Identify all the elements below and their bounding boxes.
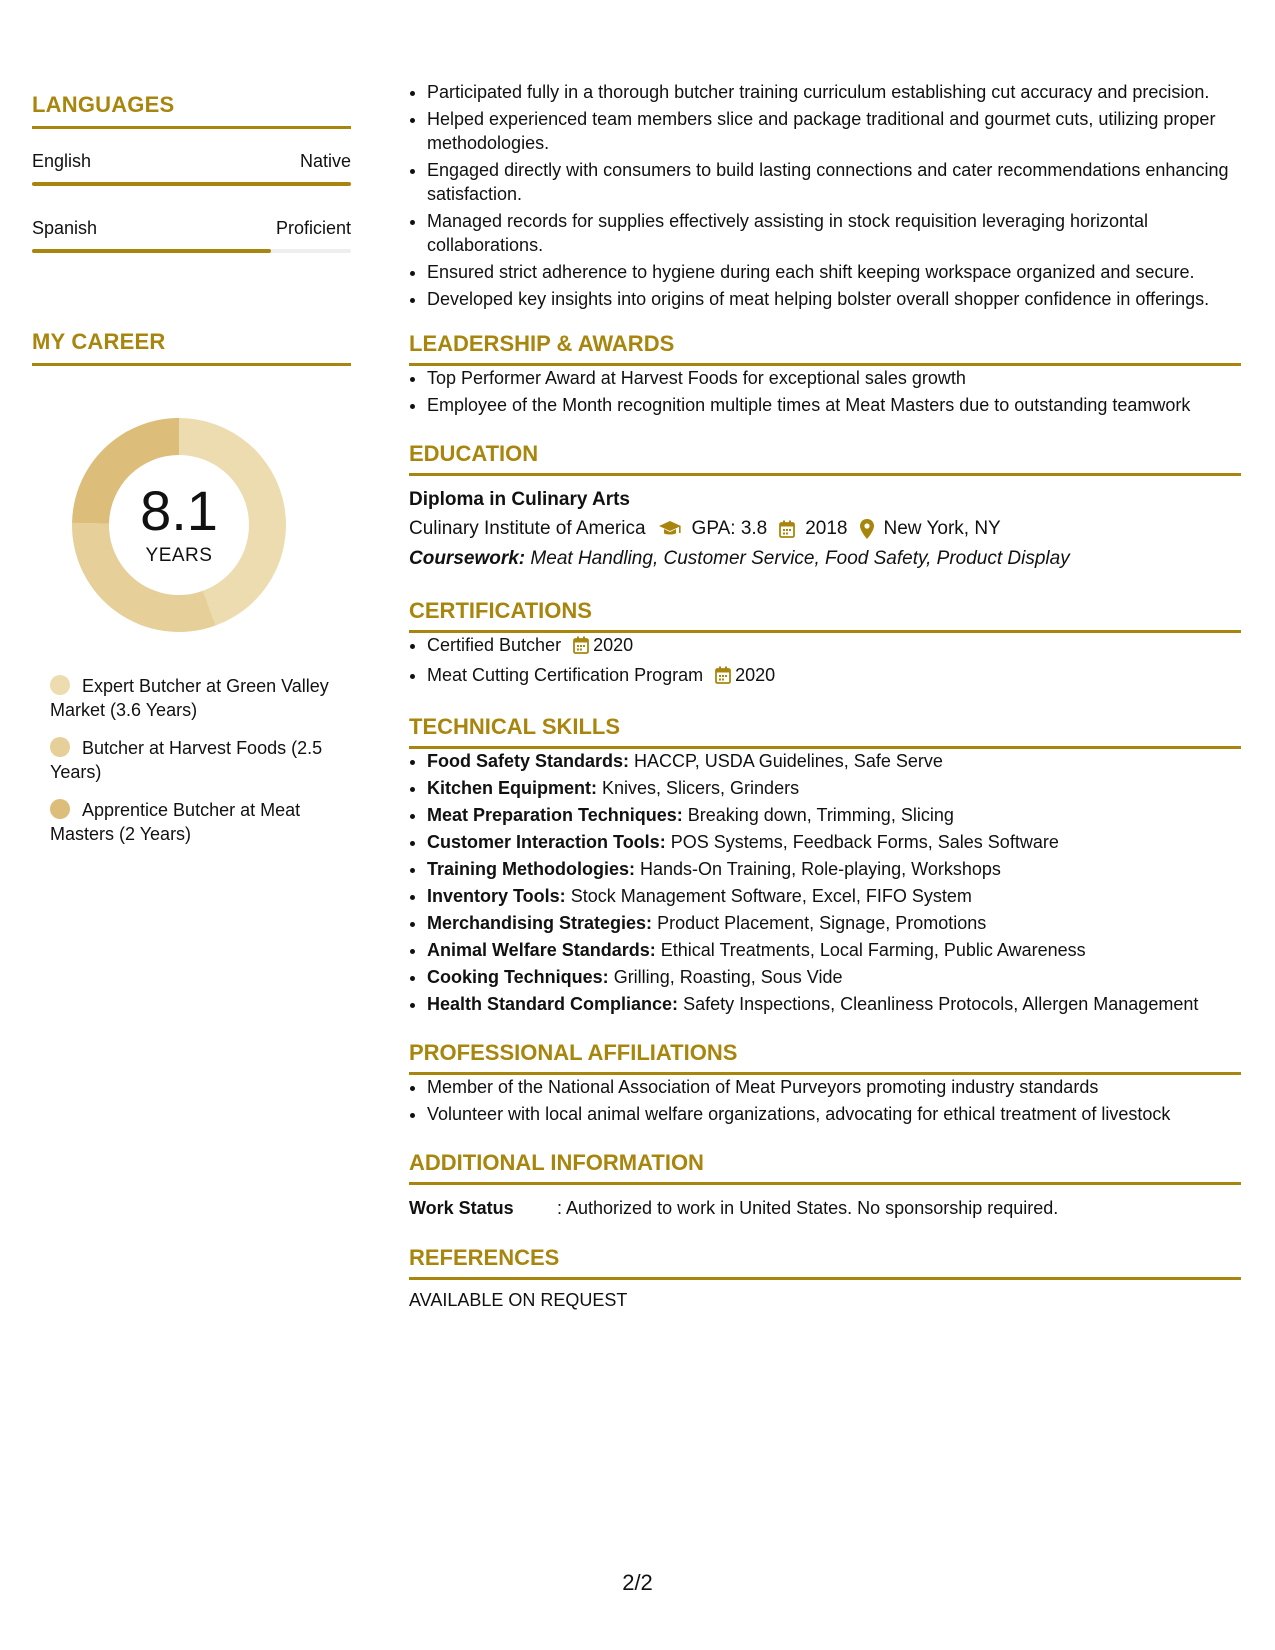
skill-item bbox=[427, 938, 1241, 962]
legend-dot bbox=[50, 675, 70, 695]
language-spanish bbox=[32, 218, 351, 253]
coursework-value: Meat Handling, Customer Service, Food Safety, Product Display bbox=[530, 548, 1070, 569]
skill-item bbox=[427, 911, 1241, 935]
education-details bbox=[409, 514, 1241, 544]
language-english bbox=[32, 151, 351, 186]
skill-value: HACCP, USDA Guidelines, Safe Serve bbox=[634, 751, 943, 771]
location-pin-icon bbox=[860, 519, 874, 539]
certification-item bbox=[427, 663, 1241, 690]
skill-item bbox=[427, 776, 1241, 800]
experience-bullets bbox=[409, 80, 1241, 311]
skill-item bbox=[427, 965, 1241, 989]
skill-value: Stock Management Software, Excel, FIFO System bbox=[570, 886, 972, 906]
additional-section bbox=[409, 1150, 1241, 1221]
certification-item bbox=[427, 633, 1241, 660]
leadership-item: • Top Performer Award at Harvest Foods for exceptional sales growth bbox=[427, 366, 1241, 390]
education-year: 2018 bbox=[805, 518, 848, 539]
skill-label: Training Methodologies: bbox=[427, 859, 635, 879]
language-name: English bbox=[32, 151, 92, 171]
experience-bullet: • Managed records for supplies effectively assisting in stock requisition leveraging horizontal collaborations. bbox=[427, 209, 1241, 257]
leadership-list bbox=[409, 366, 1241, 417]
references-text: AVAILABLE ON REQUEST bbox=[409, 1290, 628, 1310]
affiliations-list bbox=[409, 1075, 1241, 1126]
education-gpa: GPA: 3.8 bbox=[691, 518, 768, 539]
skill-value: POS Systems, Feedback Forms, Sales Software bbox=[670, 832, 1059, 852]
skill-label: Kitchen Equipment: bbox=[427, 778, 597, 798]
career-legend-item bbox=[50, 736, 330, 784]
skills-section bbox=[409, 714, 1241, 1016]
skill-value: Breaking down, Trimming, Slicing bbox=[687, 805, 954, 825]
additional-heading: ADDITIONAL INFORMATION bbox=[409, 1150, 1241, 1185]
calendar-icon bbox=[779, 520, 795, 538]
affiliations-section bbox=[409, 1040, 1241, 1126]
language-bar bbox=[32, 249, 351, 253]
affiliation-item: • Volunteer with local animal welfare organizations, advocating for ethical treatment of livestock bbox=[427, 1102, 1241, 1126]
skill-item bbox=[427, 749, 1241, 773]
leadership-heading: LEADERSHIP & AWARDS bbox=[409, 331, 1241, 366]
language-level: Proficient bbox=[275, 218, 351, 238]
experience-bullet: • Helped experienced team members slice and package traditional and gourmet cuts, utilizing proper methodologies. bbox=[427, 107, 1241, 155]
skill-value: Ethical Treatments, Local Farming, Public Awareness bbox=[660, 940, 1086, 960]
skill-value: Hands-On Training, Role-playing, Workshops bbox=[640, 859, 1001, 879]
certification-year: 2020 bbox=[593, 635, 634, 655]
skill-label: Animal Welfare Standards: bbox=[427, 940, 656, 960]
skill-label: Merchandising Strategies: bbox=[427, 913, 653, 933]
education-section bbox=[409, 441, 1241, 574]
skill-label: Inventory Tools: bbox=[427, 886, 566, 906]
references-heading: REFERENCES bbox=[409, 1245, 1241, 1280]
education-degree: Diploma in Culinary Arts bbox=[409, 489, 630, 510]
experience-bullet: • Developed key insights into origins of meat helping bolster overall shopper confidence in offerings. bbox=[427, 287, 1241, 311]
career-total-unit: YEARS bbox=[145, 545, 213, 566]
education-location: New York, NY bbox=[883, 518, 1001, 539]
skill-value: Product Placement, Signage, Promotions bbox=[657, 913, 987, 933]
page-number: 2/2 bbox=[622, 1570, 653, 1595]
career-legend-label: Apprentice Butcher at Meat Masters (2 Years) bbox=[50, 800, 301, 844]
career-legend bbox=[50, 674, 330, 846]
experience-bullet: • Ensured strict adherence to hygiene during each shift keeping workspace organized and secure. bbox=[427, 260, 1241, 284]
sidebar bbox=[32, 92, 351, 860]
skill-value: Knives, Slicers, Grinders bbox=[602, 778, 800, 798]
career-legend-item bbox=[50, 798, 330, 846]
experience-bullet: • Participated fully in a thorough butcher training curriculum establishing cut accuracy and precision. bbox=[427, 80, 1241, 104]
skills-heading: TECHNICAL SKILLS bbox=[409, 714, 1241, 749]
skill-item bbox=[427, 830, 1241, 854]
language-bar-fill bbox=[32, 182, 351, 186]
affiliations-heading: PROFESSIONAL AFFILIATIONS bbox=[409, 1040, 1241, 1075]
language-level: Native bbox=[299, 151, 351, 171]
references-section bbox=[409, 1245, 1241, 1311]
career-legend-label: Butcher at Harvest Foods (2.5 Years) bbox=[50, 738, 323, 782]
leadership-item: • Employee of the Month recognition multiple times at Meat Masters due to outstanding teamwork bbox=[427, 393, 1241, 417]
graduation-cap-icon bbox=[658, 520, 682, 538]
skill-label: Food Safety Standards: bbox=[427, 751, 630, 771]
experience-bullet: • Engaged directly with consumers to build lasting connections and cater recommendations enhancing satisfaction. bbox=[427, 158, 1241, 206]
calendar-icon bbox=[715, 666, 731, 690]
language-bar-fill bbox=[32, 249, 271, 253]
languages-heading: LANGUAGES bbox=[32, 92, 351, 129]
skill-label: Health Standard Compliance: bbox=[427, 994, 679, 1014]
career-legend-item bbox=[50, 674, 330, 722]
legend-dot bbox=[50, 737, 70, 757]
career-heading: MY CAREER bbox=[32, 329, 351, 366]
education-school: Culinary Institute of America bbox=[409, 518, 646, 539]
education-coursework bbox=[409, 544, 1241, 574]
skill-item bbox=[427, 992, 1241, 1016]
skill-item bbox=[427, 884, 1241, 908]
career-donut-chart bbox=[64, 410, 294, 640]
skills-list bbox=[409, 749, 1241, 1016]
work-status-row bbox=[409, 1195, 1241, 1221]
leadership-section bbox=[409, 331, 1241, 417]
language-name: Spanish bbox=[32, 218, 98, 238]
skill-label: Cooking Techniques: bbox=[427, 967, 609, 987]
main-content bbox=[409, 80, 1241, 1311]
career-total-years: 8.1 bbox=[140, 479, 218, 542]
skill-item bbox=[427, 803, 1241, 827]
certifications-section bbox=[409, 598, 1241, 690]
affiliation-item: • Member of the National Association of Meat Purveyors promoting industry standards bbox=[427, 1075, 1241, 1099]
certifications-heading: CERTIFICATIONS bbox=[409, 598, 1241, 633]
work-status-label: Work Status bbox=[409, 1198, 514, 1218]
skill-value: Grilling, Roasting, Sous Vide bbox=[613, 967, 843, 987]
skill-item bbox=[427, 857, 1241, 881]
work-status-value: : Authorized to work in United States. No sponsorship required. bbox=[557, 1198, 1059, 1218]
career-legend-label: Expert Butcher at Green Valley Market (3.6 Years) bbox=[50, 676, 329, 720]
certification-name: Certified Butcher bbox=[427, 635, 562, 655]
certification-year: 2020 bbox=[735, 665, 776, 685]
coursework-label: Coursework: bbox=[409, 548, 526, 569]
calendar-icon bbox=[573, 636, 589, 660]
skill-label: Meat Preparation Techniques: bbox=[427, 805, 683, 825]
certification-name: Meat Cutting Certification Program bbox=[427, 665, 704, 685]
certifications-list bbox=[409, 633, 1241, 690]
language-bar bbox=[32, 182, 351, 186]
education-heading: EDUCATION bbox=[409, 441, 1241, 476]
skill-label: Customer Interaction Tools: bbox=[427, 832, 666, 852]
skill-value: Safety Inspections, Cleanliness Protocols, Allergen Management bbox=[683, 994, 1199, 1014]
legend-dot bbox=[50, 799, 70, 819]
